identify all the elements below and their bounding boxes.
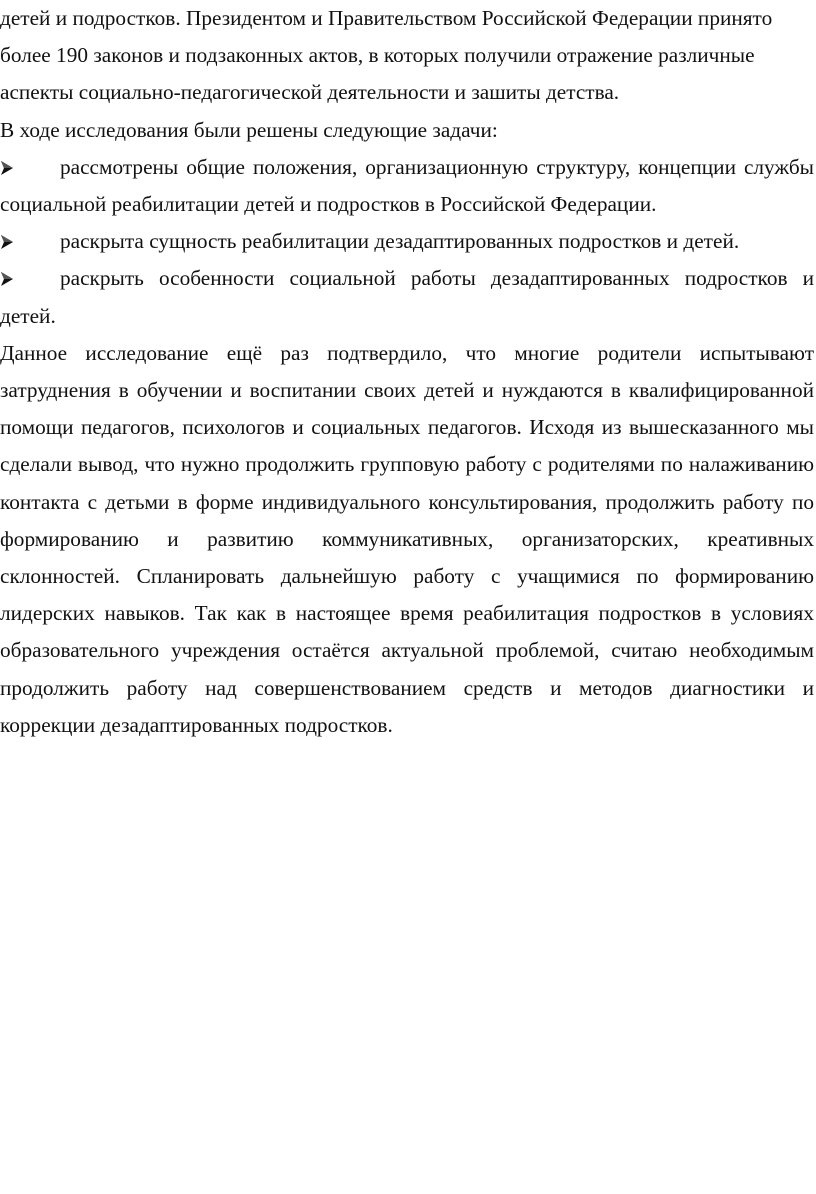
bullet-item-3: [0, 260, 814, 334]
arrow-bullet-icon: [0, 260, 60, 297]
bullet-text: раскрыть особенности социальной работы дезадаптированных подростков и детей.: [0, 266, 814, 328]
arrow-bullet-icon: [0, 149, 60, 186]
conclusion-paragraph: Данное исследование ещё раз подтвердило, что многие родители испытывают затруднения в обучении и воспитании своих детей и нуждаются в квалифицированной помощи педагогов, психологов и социальных педагогов. Исходя из вышесказанного мы сделали вывод, что нужно продолжить групповую работу с родителями по налаживанию контакта с детьми в форме индивидуального консультирования, продолжить работу по формированию и развитию коммуникативных, организаторских, креативных склонностей. Спланировать дальнейшую работу с учащимися по формированию лидерских навыков. Так как в настоящее время реабилитация подростков в условиях образовательного учреждения остаётся актуальной проблемой, считаю необходимым продолжить работу над совершенствованием средств и методов диагностики и коррекции дезадаптированных подростков.: [0, 340, 814, 737]
bullet-text: рассмотрены общие положения, организационную структуру, концепции службы социальной реабилитации детей и подростков в Российской Федерации.: [0, 154, 814, 217]
paragraph-legislation: детей и подростков. Президентом и Правительством Российской Федерации принято более 190 законов и подзаконных актов, в которых получили отражение различные аспекты социально-педагогической деятельности и зашиты детства.: [0, 6, 773, 105]
tasks-intro: В ходе исследования были решены следующие задачи:: [0, 117, 498, 142]
bullet-text: раскрыта сущность реабилитации дезадаптированных подростков и детей.: [60, 229, 740, 254]
bullet-item-1: [0, 149, 814, 223]
bullet-item-2: [0, 223, 814, 260]
arrow-bullet-icon: [0, 223, 60, 260]
